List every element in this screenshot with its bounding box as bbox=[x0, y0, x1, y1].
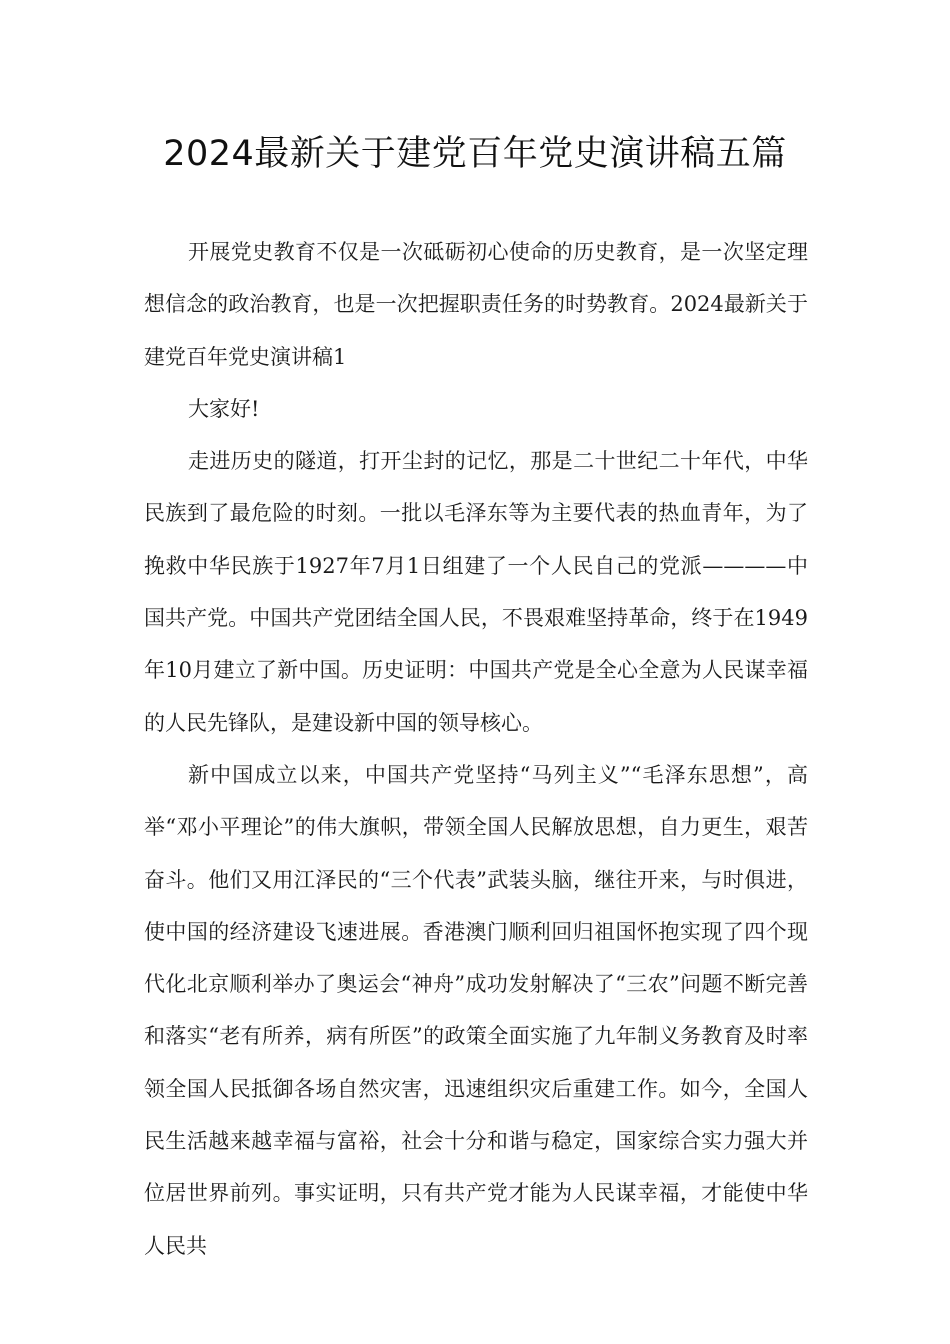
paragraph-greeting: 大家好! bbox=[188, 396, 260, 421]
paragraph-achievements: 新中国成立以来，中国共产党坚持“马列主义”“毛泽东思想”，高举“邓小平理论”的伟大旗帜，带领全国人民解放思想，自力更生，艰苦奋斗。他们又用江泽民的“三个代表”武装头脑，继往开来，与时俱进，使中国的经济建设飞速进展。香港澳门顺利回归祖国怀抱实现了四个现代化北京顺利举办了奥运会“神舟”成功发射解决了“三农”问题不断完善和落实“老有所养，病有所医”的政策全面实施了九年制义务教育及时率领全国人民抵御各场自然灾害，迅速组织灾后重建工作。如今，全国人民生活越来越幸福与富裕，社会十分和谐与稳定，国家综合实力强大并位居世界前列。事实证明，只有共产党才能为人民谋幸福，才能使中华人民共 bbox=[144, 762, 808, 1258]
paragraph-history: 走进历史的隧道，打开尘封的记忆，那是二十世纪二十年代，中华民族到了最危险的时刻。一批以毛泽东等为主要代表的热血青年，为了挽救中华民族于1927年7月1日组建了一个人民自己的党派————中国共产党。中国共产党团结全国人民，不畏艰难坚持革命，终于在1949年10月建立了新中国。历史证明：中国共产党是全心全意为人民谋幸福的人民先锋队，是建设新中国的领导核心。 bbox=[144, 449, 808, 735]
document-title: 2024最新关于建党百年党史演讲稿五篇 bbox=[163, 134, 787, 174]
document-body bbox=[144, 226, 808, 1272]
paragraph-intro: 开展党史教育不仅是一次砥砺初心使命的历史教育，是一次坚定理想信念的政治教育，也是一次把握职责任务的时势教育。2024最新关于建党百年党史演讲稿1 bbox=[144, 240, 808, 369]
